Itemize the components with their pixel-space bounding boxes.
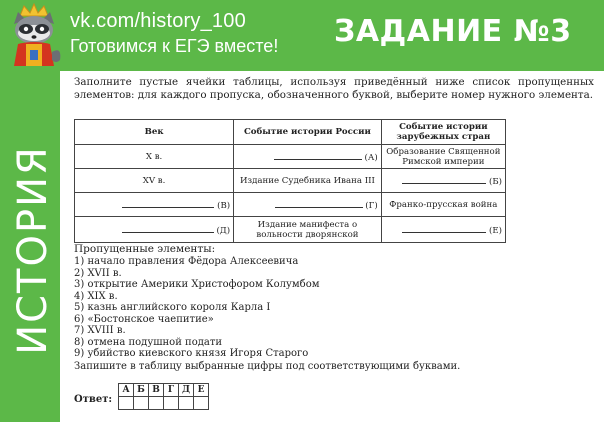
site-url: vk.com/history_100: [70, 10, 246, 32]
table-row: [75, 217, 506, 243]
list-item: 4) XIX в.: [74, 290, 118, 302]
answer-letter-cell: Г: [164, 384, 179, 397]
answer-letter-cell: Е: [194, 384, 209, 397]
list-item: 2) XVII в.: [74, 267, 122, 279]
side-title: [8, 145, 58, 355]
table-cell-blank: [234, 193, 382, 217]
table-row: [75, 169, 506, 193]
answer-letter-cell: А: [119, 384, 134, 397]
document-page: [60, 71, 604, 422]
blank-line: [122, 223, 214, 233]
table-cell-century: X в.: [75, 145, 234, 169]
table-cell-foreign: Франко-прусская война: [381, 193, 505, 217]
table-cell-blank: [381, 217, 505, 243]
answer-letters-row: [119, 384, 209, 397]
answer-input-cell[interactable]: [194, 397, 209, 410]
raccoon-mascot-icon: [4, 2, 64, 68]
blank-marker: (А): [364, 153, 378, 163]
list-item: 9) убийство киевского князя Игоря Старого: [74, 348, 309, 359]
answer-input-row: [119, 397, 209, 410]
table-header-cell: Событие истории России: [234, 120, 382, 145]
table-row: [75, 145, 506, 169]
list-item: 3) открытие Америки Христофором Колумбом: [74, 279, 320, 290]
answer-table: [118, 383, 209, 410]
table-header-cell: Век: [75, 120, 234, 145]
blank-line: [402, 174, 486, 184]
table-header-cell: Событие истории зарубежных стран: [381, 120, 505, 145]
list-item: 8) отмена подушной подати: [74, 336, 223, 348]
missing-elements-list: [74, 256, 320, 360]
task-table: [74, 119, 506, 243]
table-cell-blank: [75, 217, 234, 243]
task-title: ЗАДАНИЕ №3: [334, 14, 572, 49]
table-header-row: [75, 120, 506, 145]
blank-marker: (Г): [365, 201, 378, 211]
list-item: 6) «Бостонское чаепитие»: [74, 313, 214, 325]
answer-input-cell[interactable]: [164, 397, 179, 410]
blank-line: [274, 150, 362, 160]
blank-marker: (Е): [489, 226, 502, 236]
header-banner: [0, 0, 604, 70]
task-instruction: Заполните пустые ячейки таблицы, используя приведённый ниже список пропущенных элементов: для каждого пропуска, обозначенного буквой, выберите номер нужного элемента.: [74, 76, 594, 101]
blank-line: [402, 223, 486, 233]
table-cell-blank: [234, 145, 382, 169]
table-row: [75, 193, 506, 217]
answer-input-cell[interactable]: [179, 397, 194, 410]
answer-input-cell[interactable]: [119, 397, 134, 410]
answer-label: Ответ:: [74, 394, 113, 405]
blank-marker: (В): [217, 201, 231, 211]
answer-input-cell[interactable]: [149, 397, 164, 410]
blank-line: [122, 198, 214, 208]
footer-instruction: Запишите в таблицу выбранные цифры под соответствующими буквами.: [74, 361, 461, 372]
answer-letter-cell: Б: [134, 384, 149, 397]
missing-elements-header: Пропущенные элементы:: [74, 243, 216, 255]
table-cell-foreign: Образование Священной Римской империи: [381, 145, 505, 169]
table-cell-blank: [75, 193, 234, 217]
table-cell-blank: [381, 169, 505, 193]
blank-marker: (Б): [488, 177, 502, 187]
table-cell-century: XV в.: [75, 169, 234, 193]
slogan: Готовимся к ЕГЭ вместе!: [70, 36, 279, 56]
blank-marker: (Д): [216, 226, 231, 236]
answer-letter-cell: Д: [179, 384, 194, 397]
answer-letter-cell: В: [149, 384, 164, 397]
table-cell-russia: Издание Судебника Ивана III: [234, 169, 382, 193]
table-cell-russia: Издание манифеста о вольности дворянской: [234, 217, 382, 243]
list-item: 1) начало правления Фёдора Алексеевича: [74, 256, 299, 267]
side-title-text: ИСТОРИЯ: [10, 145, 57, 355]
list-item: 7) XVIII в.: [74, 325, 126, 336]
list-item: 5) казнь английского короля Карла I: [74, 302, 271, 313]
answer-input-cell[interactable]: [134, 397, 149, 410]
blank-line: [275, 198, 363, 208]
